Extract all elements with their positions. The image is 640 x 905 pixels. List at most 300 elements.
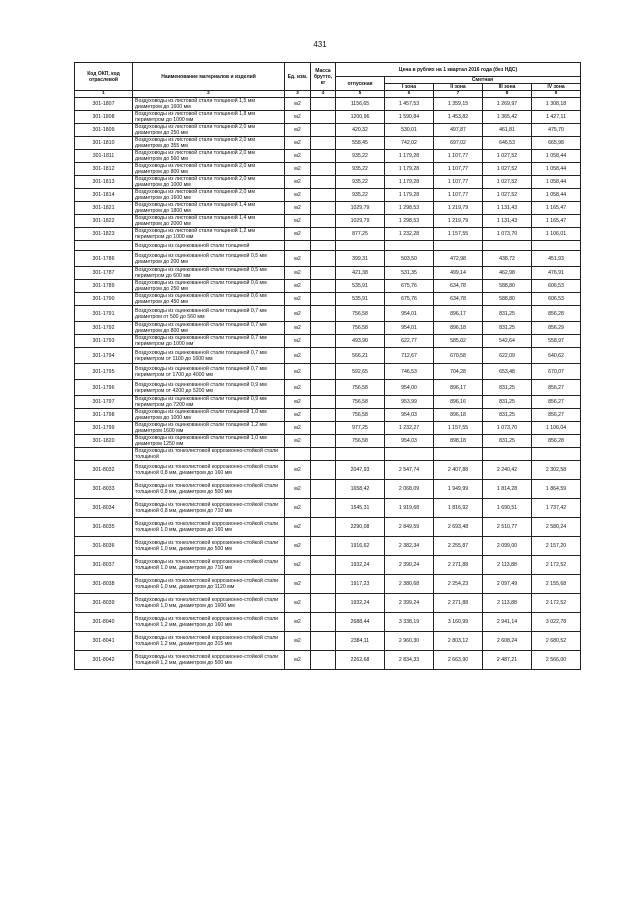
row-price: 1029,79 (336, 215, 385, 228)
row-unit: м2 (285, 499, 311, 518)
row-price: 1 365,42 (483, 111, 532, 124)
row-price: 1916,62 (336, 537, 385, 556)
row-name: Воздуховоды из тонколистовой коррозионно-стойкой стали толщиной 0,8 мм, диаметром до 710 мм (133, 499, 285, 518)
column-number: 2 (133, 91, 285, 98)
row-name: Воздуховоды из оцинкованной стали толщиной 0,6 мм диаметром до 450 мм (133, 293, 285, 306)
row-price: 1 308,18 (532, 98, 581, 111)
row-price: 1 949,99 (434, 480, 483, 499)
row-name: Воздуховоды из оцинкованной стали толщиной 0,7 мм диаметром от 500 до 560 мм (133, 306, 285, 322)
table-row (75, 632, 581, 651)
row-price: 566,21 (336, 348, 385, 364)
header-code: Код ОКП, код отраслевой (75, 63, 133, 91)
row-price: 535,91 (336, 280, 385, 293)
row-price: 531,35 (385, 267, 434, 280)
row-code: 301-1794 (75, 348, 133, 364)
row-price: 451,93 (532, 251, 581, 267)
header-mass: Масса брутто, кг (311, 63, 336, 91)
row-code: 301-1797 (75, 396, 133, 409)
column-number: 3 (285, 91, 311, 98)
table-row (75, 651, 581, 670)
row-code: 301-8035 (75, 518, 133, 537)
row-mass (311, 163, 336, 176)
row-mass (311, 137, 336, 150)
row-name: Воздуховоды из листовой стали толщиной 2,0 мм диаметром до 355 мм (133, 137, 285, 150)
row-price: 831,25 (483, 409, 532, 422)
row-price: 1 427,11 (532, 111, 581, 124)
row-price (385, 241, 434, 251)
row-price: 898,18 (434, 435, 483, 448)
row-unit: м2 (285, 98, 311, 111)
row-price: 558,45 (336, 137, 385, 150)
row-mass (311, 380, 336, 396)
row-price: 756,58 (336, 409, 385, 422)
row-price: 640,62 (532, 348, 581, 364)
row-price: 2 849,59 (385, 518, 434, 537)
column-number-row (75, 91, 581, 98)
row-price: 954,00 (385, 380, 434, 396)
table-row (75, 306, 581, 322)
row-price: 1 131,43 (483, 215, 532, 228)
row-price (336, 241, 385, 251)
row-price: 1 359,15 (434, 98, 483, 111)
row-price: 634,78 (434, 280, 483, 293)
row-price (434, 448, 483, 461)
row-name: Воздуховоды из оцинкованной стали толщиной 0,7 мм периметром от 1100 до 1600 мм (133, 348, 285, 364)
row-price: 856,29 (532, 322, 581, 335)
row-price (483, 448, 532, 461)
table-row (75, 348, 581, 364)
row-price: 1917,23 (336, 575, 385, 594)
row-price: 675,76 (385, 293, 434, 306)
row-price: 2 407,88 (434, 461, 483, 480)
row-price: 954,01 (385, 322, 434, 335)
row-mass (311, 364, 336, 380)
row-mass (311, 111, 336, 124)
price-table (74, 62, 581, 670)
row-price: 1 165,47 (532, 215, 581, 228)
row-price: 606,53 (532, 280, 581, 293)
row-price: 704,28 (434, 364, 483, 380)
row-price: 2 487,21 (483, 651, 532, 670)
row-price: 1932,24 (336, 556, 385, 575)
table-row (75, 251, 581, 267)
row-unit: м2 (285, 163, 311, 176)
row-price: 756,58 (336, 396, 385, 409)
row-unit: м2 (285, 651, 311, 670)
row-price: 606,53 (532, 293, 581, 306)
row-name: Воздуховоды из листовой стали толщиной 1,4 мм диаметром до 2000 мм (133, 215, 285, 228)
row-unit: м2 (285, 322, 311, 335)
row-name: Воздуховоды из тонколистовой коррозионно-стойкой стали толщиной 1,0 мм, диаметром до 500 мм (133, 537, 285, 556)
row-price: 1 027,52 (483, 176, 532, 189)
row-price: 1 106,01 (532, 228, 581, 241)
row-code: 301-1812 (75, 163, 133, 176)
row-mass (311, 348, 336, 364)
row-name: Воздуховоды из листовой стали толщиной 2,0 мм диаметром до 560 мм (133, 150, 285, 163)
row-code: 301-1811 (75, 150, 133, 163)
row-price: 1 165,47 (532, 202, 581, 215)
column-number: 8 (483, 91, 532, 98)
row-price: 2 271,88 (434, 594, 483, 613)
row-price: 530,01 (385, 124, 434, 137)
row-name: Воздуховоды из оцинкованной стали толщиной 0,9 мм периметром до 7200 мм (133, 396, 285, 409)
row-unit: м2 (285, 137, 311, 150)
row-price: 935,22 (336, 176, 385, 189)
row-price: 622,09 (483, 348, 532, 364)
row-mass (311, 202, 336, 215)
row-price: 896,16 (434, 396, 483, 409)
row-mass (311, 267, 336, 280)
row-price: 1 073,70 (483, 422, 532, 435)
row-unit: м2 (285, 594, 311, 613)
row-name: Воздуховоды из тонколистовой коррозионно-стойкой стали толщиной 1,2 мм, диаметром до 500 мм (133, 651, 285, 670)
table-row (75, 215, 581, 228)
row-price: 697,02 (434, 137, 483, 150)
table-row (75, 556, 581, 575)
row-unit: м2 (285, 364, 311, 380)
table-row (75, 480, 581, 499)
row-name: Воздуховоды из тонколистовой коррозионно-стойкой стали толщиной 1,0 мм, диаметром до 160 мм (133, 518, 285, 537)
row-price: 1 737,42 (532, 499, 581, 518)
table-row (75, 150, 581, 163)
row-price: 475,70 (532, 124, 581, 137)
row-code: 301-8036 (75, 537, 133, 556)
row-price: 756,58 (336, 322, 385, 335)
table-row (75, 322, 581, 335)
row-name: Воздуховоды из листовой стали толщиной 2,0 мм диаметром до 800 мм (133, 163, 285, 176)
header-release: отпускная (336, 77, 385, 91)
row-name: Воздуховоды из тонколистовой коррозионно-стойкой стали толщиной 1,0 мм, диаметром до 710 мм (133, 556, 285, 575)
row-price: 585,02 (434, 335, 483, 348)
row-price: 1 864,59 (532, 480, 581, 499)
row-price: 1 107,77 (434, 150, 483, 163)
row-price (385, 448, 434, 461)
row-mass (311, 499, 336, 518)
row-price: 831,25 (483, 380, 532, 396)
row-code: 301-1792 (75, 322, 133, 335)
row-mass (311, 461, 336, 480)
row-unit: м2 (285, 124, 311, 137)
header-zone-2: II зона (434, 84, 483, 91)
row-unit: м2 (285, 335, 311, 348)
row-code: 301-1814 (75, 189, 133, 202)
row-price: 1 058,44 (532, 189, 581, 202)
row-price: 896,18 (434, 322, 483, 335)
table-row (75, 176, 581, 189)
row-price: 1 058,44 (532, 150, 581, 163)
row-price: 2047,93 (336, 461, 385, 480)
row-mass (311, 613, 336, 632)
row-mass (311, 251, 336, 267)
row-unit: м2 (285, 111, 311, 124)
row-price: 756,58 (336, 380, 385, 396)
row-price: 856,27 (532, 409, 581, 422)
row-mass (311, 448, 336, 461)
row-name: Воздуховоды из листовой стали толщиной 2,0 мм диаметром до 1600 мм (133, 189, 285, 202)
table-row (75, 241, 581, 251)
row-price: 954,03 (385, 435, 434, 448)
row-code: 301-1787 (75, 267, 133, 280)
row-price: 634,78 (434, 293, 483, 306)
table-row (75, 280, 581, 293)
row-unit: м2 (285, 202, 311, 215)
row-mass (311, 556, 336, 575)
row-price: 1 179,28 (385, 189, 434, 202)
row-unit: м2 (285, 228, 311, 241)
row-price: 461,81 (483, 124, 532, 137)
row-name: Воздуховоды из оцинкованной стали толщиной 1,2 мм диаметром 1600 мм (133, 422, 285, 435)
row-price: 2 803,12 (434, 632, 483, 651)
row-price: 2 380,68 (385, 575, 434, 594)
row-price: 856,27 (532, 380, 581, 396)
row-unit: м2 (285, 306, 311, 322)
row-name: Воздуховоды из тонколистовой коррозионно-стойкой стали толщиной (133, 448, 285, 461)
table-row (75, 422, 581, 435)
header-zone-4: IV зона (532, 84, 581, 91)
row-name: Воздуховоды из тонколистовой коррозионно-стойкой стали толщиной 1,0 мм, диаметром до 1600 мм (133, 594, 285, 613)
row-name: Воздуховоды из оцинкованной стали толщиной 0,9 мм периметром от 4200 до 5200 мм (133, 380, 285, 396)
row-code: 301-1820 (75, 435, 133, 448)
table-row (75, 293, 581, 306)
table-row (75, 98, 581, 111)
row-price: 622,77 (385, 335, 434, 348)
table-row (75, 594, 581, 613)
row-price: 2 693,48 (434, 518, 483, 537)
row-name: Воздуховоды из оцинкованной стали толщиной 0,7 мм диаметром до 800 мм (133, 322, 285, 335)
row-price: 2 834,33 (385, 651, 434, 670)
row-mass (311, 335, 336, 348)
row-code: 301-1791 (75, 306, 133, 322)
row-name: Воздуховоды из оцинкованной стали толщиной 0,7 мм периметром от 1700 до 4000 мм (133, 364, 285, 380)
row-name: Воздуховоды из листовой стали толщиной 1,5 мм диаметром до 1600 мм (133, 98, 285, 111)
row-price: 542,64 (483, 335, 532, 348)
row-price: 712,67 (385, 348, 434, 364)
header-zone-3: III зона (483, 84, 532, 91)
table-row (75, 461, 581, 480)
row-price: 2 510,77 (483, 518, 532, 537)
table-row (75, 613, 581, 632)
row-unit: м2 (285, 293, 311, 306)
row-price: 1200,96 (336, 111, 385, 124)
row-name: Воздуховоды из тонколистовой коррозионно-стойкой стали толщиной 1,2 мм, диаметром до 315 мм (133, 632, 285, 651)
row-code (75, 448, 133, 461)
row-mass (311, 651, 336, 670)
row-price: 2 566,00 (532, 651, 581, 670)
row-price: 670,58 (434, 348, 483, 364)
row-name: Воздуховоды из листовой стали толщиной 2,0 мм диаметром до 250 мм (133, 124, 285, 137)
row-price: 877,25 (336, 228, 385, 241)
table-row (75, 396, 581, 409)
row-price: 1 298,53 (385, 215, 434, 228)
row-price: 1 027,52 (483, 163, 532, 176)
row-price: 856,28 (532, 435, 581, 448)
table-row (75, 335, 581, 348)
header-zone-1: I зона (385, 84, 434, 91)
row-price: 1932,24 (336, 594, 385, 613)
row-unit: м2 (285, 422, 311, 435)
row-price: 1 073,70 (483, 228, 532, 241)
row-unit: м2 (285, 150, 311, 163)
row-code: 301-8040 (75, 613, 133, 632)
row-price: 499,14 (434, 267, 483, 280)
table-row (75, 163, 581, 176)
row-code: 301-1793 (75, 335, 133, 348)
row-price: 3 338,19 (385, 613, 434, 632)
row-price: 653,48 (483, 364, 532, 380)
row-code: 301-8042 (75, 651, 133, 670)
row-price: 438,72 (483, 251, 532, 267)
row-price: 831,25 (483, 322, 532, 335)
row-price: 558,97 (532, 335, 581, 348)
row-name: Воздуховоды из листовой стали толщиной 2,0 мм диаметром до 1000 мм (133, 176, 285, 189)
header-estimate: Сметная (385, 77, 581, 84)
row-price: 756,58 (336, 306, 385, 322)
row-code (75, 241, 133, 251)
table-row (75, 267, 581, 280)
row-unit: м2 (285, 348, 311, 364)
table-row (75, 189, 581, 202)
row-price: 1 590,84 (385, 111, 434, 124)
row-price: 2 547,74 (385, 461, 434, 480)
row-unit: м2 (285, 215, 311, 228)
row-unit: м2 (285, 267, 311, 280)
table-row (75, 111, 581, 124)
row-mass (311, 480, 336, 499)
row-price: 896,17 (434, 380, 483, 396)
row-unit: м2 (285, 556, 311, 575)
row-mass (311, 189, 336, 202)
row-price: 2 172,52 (532, 556, 581, 575)
row-price: 1 457,53 (385, 98, 434, 111)
row-code: 301-1821 (75, 202, 133, 215)
row-price: 1156,65 (336, 98, 385, 111)
row-code: 301-8034 (75, 499, 133, 518)
row-price: 1 690,51 (483, 499, 532, 518)
row-name: Воздуховоды из листовой стали толщиной 1,8 мм периметром до 1000 мм (133, 111, 285, 124)
row-code: 301-1810 (75, 137, 133, 150)
table-row (75, 537, 581, 556)
row-price: 1 814,28 (483, 480, 532, 499)
row-unit: м2 (285, 380, 311, 396)
row-code: 301-1786 (75, 251, 133, 267)
table-row (75, 499, 581, 518)
row-price: 1 107,77 (434, 176, 483, 189)
row-price: 742,02 (385, 137, 434, 150)
row-unit: м2 (285, 632, 311, 651)
row-price: 3 160,99 (434, 613, 483, 632)
row-price: 1545,31 (336, 499, 385, 518)
row-unit: м2 (285, 575, 311, 594)
row-price: 1 919,68 (385, 499, 434, 518)
row-mass (311, 575, 336, 594)
row-mass (311, 228, 336, 241)
row-unit: м2 (285, 396, 311, 409)
row-name: Воздуховоды из листовой стали толщиной 1,2 мм периметром до 1000 мм (133, 228, 285, 241)
row-price (336, 448, 385, 461)
row-price: 1 058,44 (532, 176, 581, 189)
row-price: 2 255,87 (434, 537, 483, 556)
row-price: 2 155,68 (532, 575, 581, 594)
row-price: 2262,68 (336, 651, 385, 670)
row-price: 1 232,27 (385, 422, 434, 435)
row-price: 472,98 (434, 251, 483, 267)
row-name: Воздуховоды из оцинкованной стали толщиной 0,6 мм диаметром до 250 мм (133, 280, 285, 293)
row-price: 2 240,42 (483, 461, 532, 480)
row-code: 301-8039 (75, 594, 133, 613)
row-price: 1 219,79 (434, 202, 483, 215)
row-mass (311, 215, 336, 228)
row-mass (311, 409, 336, 422)
row-price: 1 106,04 (532, 422, 581, 435)
row-code: 301-1807 (75, 98, 133, 111)
row-price: 1 179,28 (385, 176, 434, 189)
row-price: 856,27 (532, 396, 581, 409)
row-price: 2 113,88 (483, 556, 532, 575)
row-price: 1 157,55 (434, 422, 483, 435)
row-price: 2 580,24 (532, 518, 581, 537)
row-price: 1 058,44 (532, 163, 581, 176)
row-price (483, 241, 532, 251)
row-price: 2688,44 (336, 613, 385, 632)
row-price: 1 298,53 (385, 202, 434, 215)
row-name: Воздуховоды из оцинкованной стали толщиной 1,0 мм диаметром до 1000 мм (133, 409, 285, 422)
row-name: Воздуховоды из оцинкованной стали толщиной 0,5 мм периметром до 600 мм (133, 267, 285, 280)
row-price: 2 399,24 (385, 594, 434, 613)
row-price: 420,32 (336, 124, 385, 137)
row-price: 953,99 (385, 396, 434, 409)
row-price: 670,07 (532, 364, 581, 380)
row-price: 2 254,23 (434, 575, 483, 594)
column-number: 7 (434, 91, 483, 98)
row-price: 746,53 (385, 364, 434, 380)
row-price: 935,22 (336, 163, 385, 176)
row-price: 1 107,77 (434, 163, 483, 176)
row-price: 535,91 (336, 293, 385, 306)
row-code: 301-1789 (75, 280, 133, 293)
row-unit: м2 (285, 409, 311, 422)
row-name: Воздуховоды из оцинкованной стали толщиной 0,7 мм периметром до 1000 мм (133, 335, 285, 348)
row-mass (311, 518, 336, 537)
row-unit: м2 (285, 480, 311, 499)
row-price: 2290,08 (336, 518, 385, 537)
row-mass (311, 322, 336, 335)
column-number: 1 (75, 91, 133, 98)
row-unit: м2 (285, 251, 311, 267)
row-price: 1 179,28 (385, 150, 434, 163)
row-price: 588,80 (483, 293, 532, 306)
row-price: 588,80 (483, 280, 532, 293)
row-code: 301-1808 (75, 111, 133, 124)
row-price: 2 663,90 (434, 651, 483, 670)
row-code: 301-8041 (75, 632, 133, 651)
row-mass (311, 280, 336, 293)
row-mass (311, 241, 336, 251)
header-name: Наименование материалов и изделий (133, 63, 285, 91)
row-name: Воздуховоды из тонколистовой коррозионно-стойкой стали толщиной 1,2 мм, диаметром до 160 мм (133, 613, 285, 632)
row-price: 1 232,28 (385, 228, 434, 241)
row-price: 2 382,34 (385, 537, 434, 556)
row-price: 1 179,28 (385, 163, 434, 176)
row-code: 301-1799 (75, 422, 133, 435)
row-mass (311, 306, 336, 322)
row-price: 954,01 (385, 306, 434, 322)
row-price: 2 390,24 (385, 556, 434, 575)
table-row (75, 228, 581, 241)
row-unit: м2 (285, 189, 311, 202)
row-unit: м2 (285, 280, 311, 293)
row-price: 1 027,52 (483, 189, 532, 202)
row-mass (311, 435, 336, 448)
